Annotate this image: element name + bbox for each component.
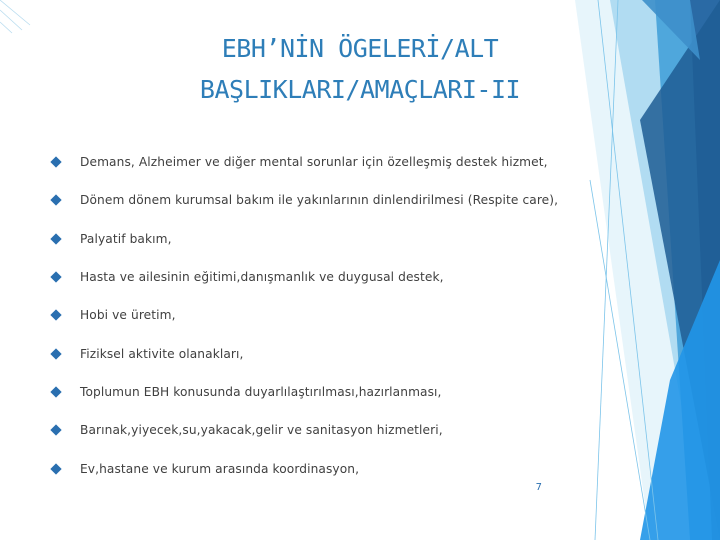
bullet-item bbox=[51, 220, 571, 258]
corner-lines-decoration bbox=[0, 0, 30, 33]
diamond-bullet-icon bbox=[50, 310, 61, 321]
page-number: 7 bbox=[535, 482, 542, 493]
slide-title bbox=[150, 28, 570, 110]
diamond-bullet-icon bbox=[50, 271, 61, 282]
bullet-text: Hasta ve ailesinin eğitimi,danışmanlık ve duygusal destek, bbox=[80, 270, 444, 285]
bullet-item bbox=[51, 181, 571, 219]
slide-title-line-1: EBH’NİN ÖGELERİ/ALT bbox=[221, 34, 499, 63]
diamond-bullet-icon bbox=[50, 156, 61, 167]
bullet-text: Palyatif bakım, bbox=[80, 231, 172, 246]
bullet-item bbox=[51, 449, 571, 487]
bullet-text: Toplumun EBH konusunda duyarlılaştırılması,hazırlanması, bbox=[80, 384, 442, 399]
bullet-item bbox=[51, 373, 571, 411]
diamond-bullet-icon bbox=[50, 233, 61, 244]
bullet-text: Fiziksel aktivite olanakları, bbox=[80, 346, 244, 361]
bullet-text: Hobi ve üretim, bbox=[80, 308, 176, 323]
diamond-bullet-icon bbox=[50, 386, 61, 397]
diamond-bullet-icon bbox=[50, 425, 61, 436]
bullet-text: Demans, Alzheimer ve diğer mental sorunlar için özelleşmiş destek hizmet, bbox=[80, 155, 548, 170]
bullet-item bbox=[51, 411, 571, 449]
bullet-text: Ev,hastane ve kurum arasında koordinasyon, bbox=[80, 461, 360, 476]
bullet-item bbox=[51, 143, 571, 181]
diamond-bullet-icon bbox=[50, 195, 61, 206]
diamond-bullet-icon bbox=[50, 348, 61, 359]
diamond-bullet-icon bbox=[50, 463, 61, 474]
bullet-item bbox=[51, 258, 571, 296]
bullet-item bbox=[51, 296, 571, 334]
bullet-text: Barınak,yiyecek,su,yakacak,gelir ve sanitasyon hizmetleri, bbox=[80, 423, 443, 438]
bullet-item bbox=[51, 334, 571, 372]
bullet-list bbox=[51, 143, 571, 488]
bullet-text: Dönem dönem kurumsal bakım ile yakınlarının dinlendirilmesi (Respite care), bbox=[80, 193, 559, 208]
slide-title-line-2: BAŞLIKLARI/AMAÇLARI-II bbox=[199, 75, 521, 104]
